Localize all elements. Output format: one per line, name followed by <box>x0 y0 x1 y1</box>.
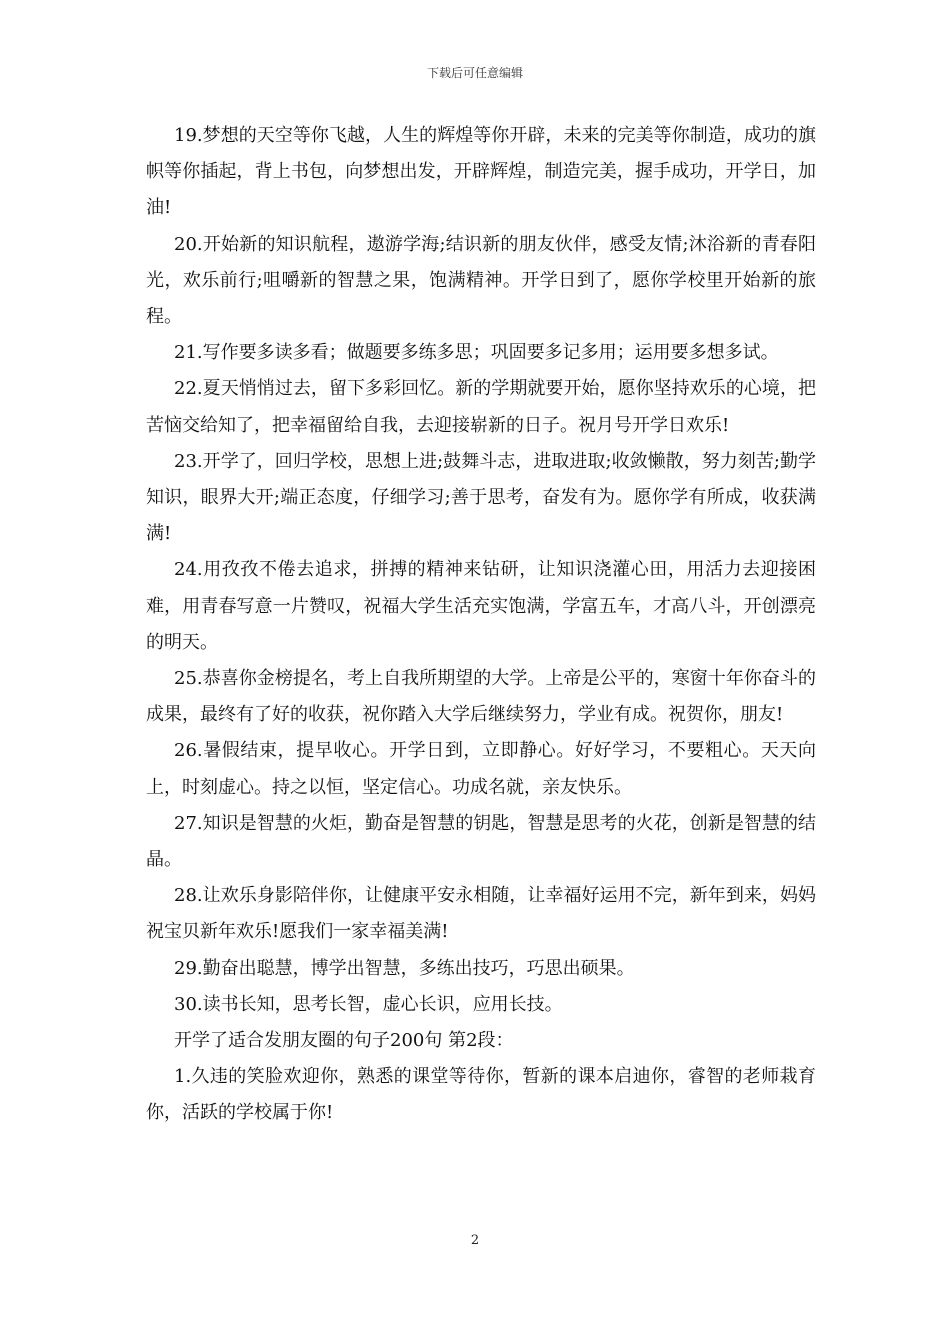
paragraph-22: 22.夏天悄悄过去，留下多彩回忆。新的学期就要开始，愿你坚持欢乐的心境，把苦恼交给知了，把幸福留给自我，去迎接崭新的日子。祝月号开学日欢乐! <box>146 378 816 436</box>
page-header: 下载后可任意编辑 <box>426 66 523 80</box>
section-heading: 开学了适合发朋友圈的句子200句 第2段： <box>174 1030 514 1052</box>
paragraph-24: 24.用孜孜不倦去追求，拼搏的精神来钻研，让知识浇灌心田，用活力去迎接困难，用青春写意一片赞叹，祝福大学生活充实饱满，学富五车，才高八斗，开创漂亮的明天。 <box>146 559 816 653</box>
paragraph-19: 19.梦想的天空等你飞越，人生的辉煌等你开辟，未来的完美等你制造，成功的旗帜等你插起，背上书包，向梦想出发，开辟辉煌，制造完美，握手成功，开学日，加油! <box>146 125 816 219</box>
paragraph-20: 20.开始新的知识航程，遨游学海;结识新的朋友伙伴，感受友情;沐浴新的青春阳光，欢乐前行;咀嚼新的智慧之果，饱满精神。开学日到了，愿你学校里开始新的旅程。 <box>146 233 816 328</box>
paragraph-30: 30.读书长知，思考长智，虚心长识，应用长技。 <box>174 993 563 1015</box>
paragraph-29: 29.勤奋出聪慧，博学出智慧，多练出技巧，巧思出硕果。 <box>174 957 635 979</box>
paragraph-23: 23.开学了，回归学校，思想上进;鼓舞斗志，进取进取;收敛懒散，努力刻苦;勤学知识，眼界大开;端正态度，仔细学习;善于思考，奋发有为。愿你学有所成，收获满满! <box>146 450 816 545</box>
paragraph-28: 28.让欢乐身影陪伴你，让健康平安永相随，让幸福好运用不完，新年到来，妈妈祝宝贝新年欢乐!愿我们一家幸福美满! <box>146 885 816 943</box>
body-text <box>146 118 816 1132</box>
paragraph-21: 21.写作要多读多看；做题要多练多思；巩固要多记多用；运用要多想多试。 <box>174 342 779 364</box>
paragraph-1: 1.久违的笑脸欢迎你，熟悉的课堂等待你，暂新的课本启迪你，睿智的老师栽育你，活跃的学校属于你! <box>146 1066 816 1124</box>
paragraph-26: 26.暑假结束，提早收心。开学日到，立即静心。好好学习，不要粗心。天天向上，时刻虚心。持之以恒，坚定信心。功成名就，亲友快乐。 <box>146 740 816 798</box>
paragraph-25: 25.恭喜你金榜提名，考上自我所期望的大学。上帝是公平的，寒窗十年你奋斗的成果，最终有了好的收获，祝你踏入大学后继续努力，学业有成。祝贺你，朋友! <box>146 668 816 726</box>
paragraph-27: 27.知识是智慧的火炬，勤奋是智慧的钥匙，智慧是思考的火花，创新是智慧的结晶。 <box>146 812 816 871</box>
page-number: 2 <box>470 1233 480 1248</box>
